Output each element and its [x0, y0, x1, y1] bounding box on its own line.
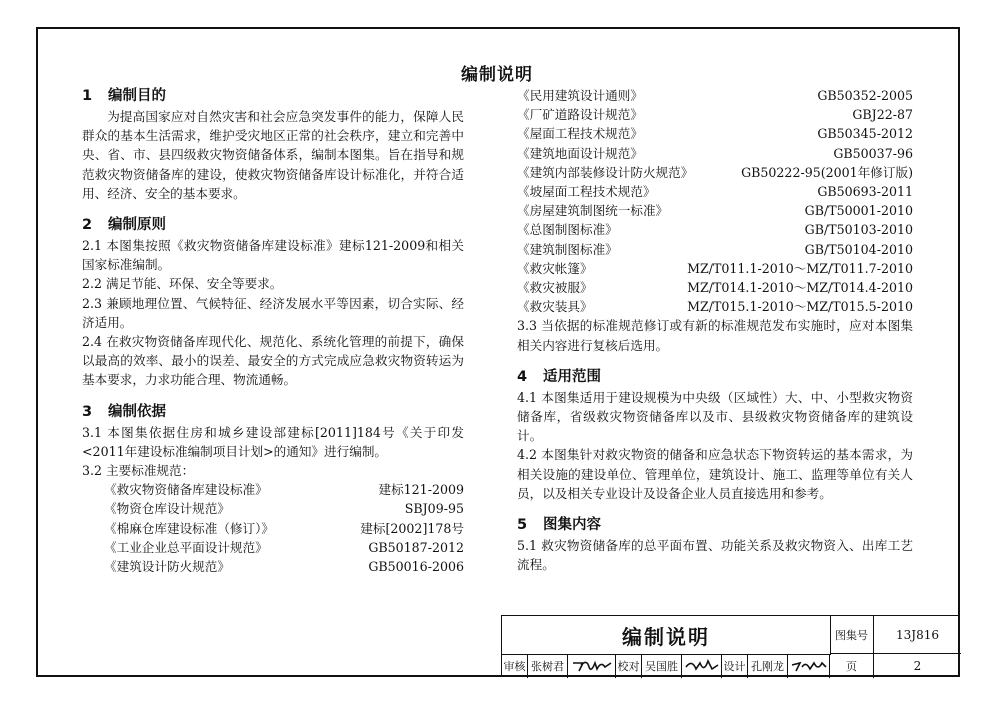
- standard-code: GB/T50001-2010: [804, 203, 913, 219]
- designer-name: 孔刚龙: [748, 654, 788, 678]
- atlas-number-label: 图集号: [830, 616, 874, 654]
- paragraph-2-2: 2.2 满足节能、环保、安全等要求。: [82, 276, 283, 292]
- standard-code: GB50222-95(2001年修订版): [741, 164, 913, 180]
- standard-code: GB50345-2012: [817, 126, 913, 142]
- standard-name: 《棉麻仓库建设标准（修订）》: [104, 520, 275, 536]
- standard-name: 《工业企业总平面设计规范》: [104, 539, 268, 555]
- section-1-heading: [82, 86, 464, 107]
- designer-signature: [788, 654, 830, 678]
- standard-row: [517, 278, 913, 297]
- standard-name: 《建筑制图标准》: [517, 241, 618, 257]
- standard-row: [517, 163, 913, 182]
- title-block: [501, 615, 960, 677]
- standard-name: 《救灾物资储备库建设标准》: [104, 482, 268, 498]
- page-title: 编制说明: [461, 65, 533, 85]
- standard-row: [517, 124, 913, 143]
- design-label: 设计: [722, 654, 748, 678]
- section-number: 3: [82, 403, 93, 420]
- page-number: 2: [913, 659, 922, 673]
- standard-row: [517, 240, 913, 259]
- section-4-heading: [517, 367, 913, 388]
- section-number: 2: [82, 217, 93, 234]
- standard-name: 《救灾帐篷》: [517, 260, 593, 276]
- paragraph-2-1: 2.1 本图集按照《救灾物资储备库建设标准》建标121-2009和相关国家标准编制。: [82, 238, 464, 273]
- standard-name: 《屋面工程技术规范》: [517, 126, 643, 142]
- section-1-body: 为提高国家应对自然灾害和社会应急突发事件的能力，保障人民群众的基本生活需求，维护受灾地区正常的社会秩序，建立和完善中央、省、市、县四级救灾物资储备体系，编制本图集。旨在指导和规范救灾物资储备库的建设，使救灾物资储备库设计标准化，并符合适用、经济、安全的基本要求。: [82, 109, 464, 201]
- section-title: 编制依据: [108, 403, 166, 420]
- section-number: 5: [517, 517, 528, 534]
- right-column: [517, 86, 913, 574]
- standard-row: [82, 557, 464, 576]
- proof-label: 校对: [616, 654, 642, 678]
- standard-code: GBJ22-87: [852, 107, 913, 123]
- standard-row: [82, 538, 464, 557]
- section-title: 编制原则: [108, 217, 166, 234]
- standard-name: 《坡屋面工程技术规范》: [517, 184, 656, 200]
- paragraph-2-4: 2.4 在救灾物资储备库现代化、规范化、系统化管理的前提下，确保以最高的效率、最小的误差、最安全的方式完成应急救灾物资转运为基本要求，力求功能合理、物流通畅。: [82, 334, 464, 388]
- atlas-number: 13J816: [874, 616, 961, 654]
- paragraph-3-3: 3.3 当依据的标准规范修订或有新的标准规范发布实施时，应对本图集相关内容进行复核后选用。: [517, 318, 913, 353]
- section-2-heading: [82, 215, 464, 236]
- section-title: 图集内容: [543, 517, 601, 534]
- standard-code: MZ/T015.1-2010～MZ/T015.5-2010: [687, 299, 913, 315]
- standard-name: 《民用建筑设计通则》: [517, 88, 643, 103]
- standard-code: GB50693-2011: [817, 184, 913, 200]
- standard-row: [517, 105, 913, 124]
- proofreader-signature: [682, 654, 722, 678]
- paragraph-4-2: 4.2 本图集针对救灾物资的储备和应急状态下物资转运的基本需求，为相关设施的建设单位、管理单位，建筑设计、施工、监理等单位有关人员，以及相关专业设计及设备企业人员直接选用和参考。: [517, 447, 913, 501]
- standard-row: [517, 201, 913, 220]
- standard-code: GB/T50103-2010: [804, 222, 913, 238]
- section-5-heading: [517, 515, 913, 536]
- paragraph-4-1: 4.1 本图集适用于建设规模为中央级（区域性）大、中、小型救灾物资储备库，省级救灾物资储备库以及市、县级救灾物资储备库的建筑设计。: [517, 389, 913, 444]
- standard-name: 《建筑地面设计规范》: [517, 145, 643, 161]
- standard-row: [517, 144, 913, 163]
- section-number: 4: [517, 368, 528, 385]
- standard-row: [517, 182, 913, 201]
- standard-row: [82, 519, 464, 538]
- reviewer-name: 张树君: [528, 654, 568, 678]
- standard-code: MZ/T011.1-2010～MZ/T011.7-2010: [687, 260, 913, 276]
- title-block-title: 编制说明: [502, 616, 831, 655]
- standard-code: GB/T50104-2010: [804, 241, 913, 257]
- left-column: [82, 86, 464, 576]
- standard-row: [82, 480, 464, 499]
- standard-row: [517, 220, 913, 239]
- standard-name: 《总图制图标准》: [517, 222, 618, 238]
- standard-name: 《物资仓库设计规范》: [104, 501, 230, 517]
- reviewer-signature: [568, 654, 616, 678]
- standard-code: 建标121-2009: [378, 482, 464, 498]
- page-label: 页: [830, 654, 874, 678]
- proofreader-name: 吴国胜: [642, 654, 682, 678]
- section-title: 编制目的: [108, 88, 166, 104]
- review-label: 审核: [502, 654, 528, 678]
- standard-name: 《建筑内部装修设计防火规范》: [517, 164, 694, 180]
- paragraph-3-2: 3.2 主要标准规范：: [82, 463, 195, 479]
- section-title: 适用范围: [543, 368, 601, 385]
- standard-name: 《房屋建筑制图统一标准》: [517, 203, 669, 219]
- standard-code: GB50352-2005: [817, 88, 913, 103]
- section-3-heading: [82, 402, 464, 423]
- standard-code: GB50016-2006: [368, 559, 464, 575]
- standard-name: 《救灾装具》: [517, 299, 593, 315]
- standard-row: [82, 499, 464, 518]
- section-number: 1: [82, 88, 93, 104]
- paragraph-5-1: 5.1 救灾物资储备库的总平面布置、功能关系及救灾物资入、出库工艺流程。: [517, 538, 913, 573]
- standard-row: [517, 297, 913, 316]
- standard-code: SBJ09-95: [404, 501, 464, 517]
- standard-code: 建标[2002]178号: [360, 520, 464, 536]
- paragraph-3-1: 3.1 本图集依据住房和城乡建设部建标[2011]184号《关于印发<2011年建设标准编制项目计划>的通知》进行编制。: [82, 424, 464, 459]
- standard-name: 《救灾被服》: [517, 280, 593, 296]
- standard-row: [517, 86, 913, 105]
- standard-name: 《建筑设计防火规范》: [104, 559, 230, 575]
- standard-name: 《厂矿道路设计规范》: [517, 107, 643, 123]
- standard-row: [517, 259, 913, 278]
- standard-code: MZ/T014.1-2010～MZ/T014.4-2010: [687, 280, 913, 296]
- paragraph-2-3: 2.3 兼顾地理位置、气候特征、经济发展水平等因素，切合实际、经济适用。: [82, 295, 464, 330]
- standard-code: GB50187-2012: [368, 539, 464, 555]
- standard-code: GB50037-96: [833, 145, 913, 161]
